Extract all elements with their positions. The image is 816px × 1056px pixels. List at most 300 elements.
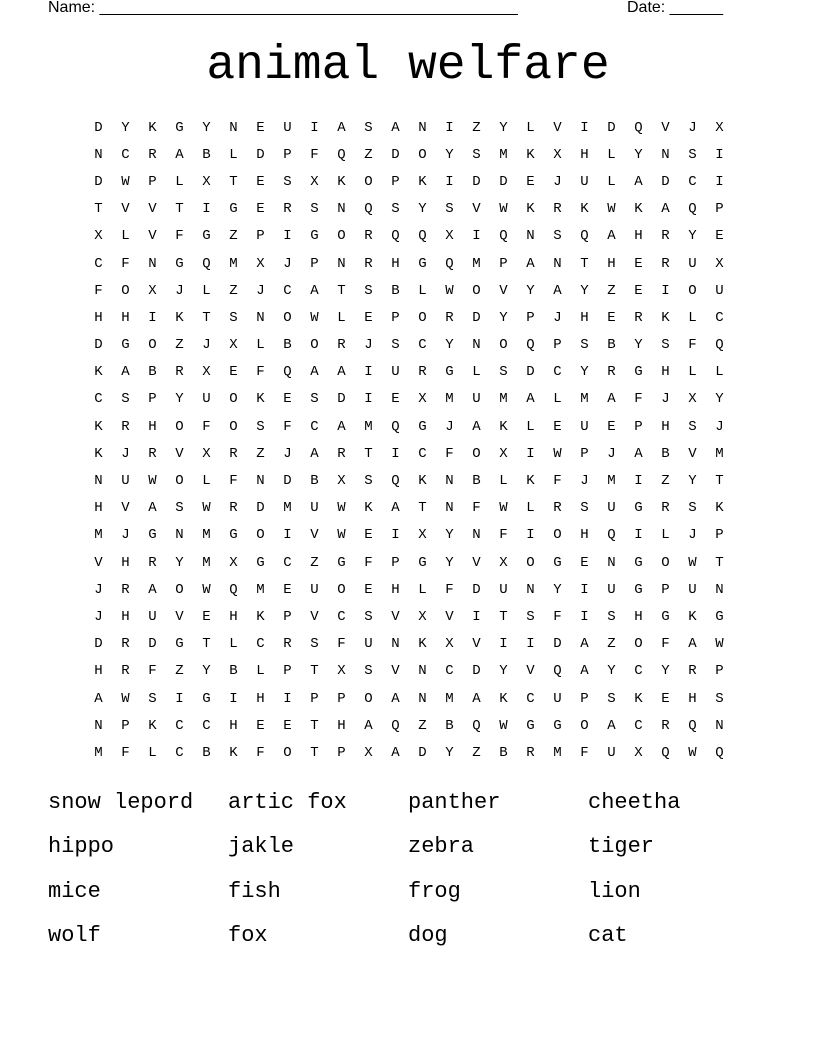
- grid-cell: G: [715, 608, 724, 625]
- grid-row: [85, 141, 735, 168]
- grid-cell: R: [121, 581, 130, 598]
- grid-cell: L: [175, 173, 184, 190]
- grid-cell: L: [607, 173, 616, 190]
- grid-cell: Y: [445, 337, 454, 354]
- grid-cell: D: [418, 744, 427, 761]
- grid-cell: C: [418, 445, 427, 462]
- grid-cell: D: [472, 309, 481, 326]
- grid-cell: H: [148, 418, 157, 435]
- grid-cell: Q: [607, 527, 616, 544]
- grid-cell: D: [391, 146, 400, 163]
- grid-cell: D: [148, 636, 157, 653]
- grid-row: [85, 304, 735, 331]
- grid-cell: Z: [472, 119, 481, 136]
- grid-row: [85, 685, 735, 712]
- grid-cell: M: [229, 255, 238, 272]
- grid-cell: X: [553, 146, 562, 163]
- grid-cell: U: [499, 581, 508, 598]
- grid-cell: W: [688, 744, 697, 761]
- grid-cell: H: [121, 608, 130, 625]
- word-row: [48, 825, 788, 870]
- grid-cell: M: [553, 744, 562, 761]
- grid-cell: I: [526, 527, 535, 544]
- grid-cell: N: [256, 473, 265, 490]
- grid-cell: A: [634, 445, 643, 462]
- grid-cell: B: [229, 663, 238, 680]
- grid-cell: M: [499, 146, 508, 163]
- grid-cell: U: [553, 690, 562, 707]
- grid-cell: R: [364, 255, 373, 272]
- grid-cell: R: [121, 663, 130, 680]
- word-item: tiger: [588, 834, 655, 860]
- grid-cell: L: [337, 309, 346, 326]
- grid-cell: W: [310, 309, 319, 326]
- grid-cell: T: [229, 173, 238, 190]
- grid-cell: V: [499, 282, 508, 299]
- grid-cell: K: [526, 146, 535, 163]
- grid-cell: Q: [661, 744, 670, 761]
- grid-cell: S: [607, 608, 616, 625]
- grid-cell: P: [283, 608, 292, 625]
- grid-cell: N: [391, 636, 400, 653]
- grid-cell: L: [202, 282, 211, 299]
- grid-cell: R: [661, 500, 670, 517]
- grid-cell: O: [580, 717, 589, 734]
- grid-cell: Y: [553, 581, 562, 598]
- grid-cell: Y: [634, 146, 643, 163]
- grid-cell: P: [553, 337, 562, 354]
- grid-cell: G: [310, 228, 319, 245]
- grid-cell: G: [229, 527, 238, 544]
- grid-cell: Z: [472, 744, 481, 761]
- grid-cell: Q: [202, 255, 211, 272]
- grid-cell: J: [445, 418, 454, 435]
- grid-cell: I: [634, 473, 643, 490]
- grid-cell: D: [94, 337, 103, 354]
- grid-cell: G: [337, 554, 346, 571]
- grid-cell: P: [256, 228, 265, 245]
- grid-cell: Y: [526, 282, 535, 299]
- grid-cell: P: [661, 581, 670, 598]
- grid-cell: K: [661, 309, 670, 326]
- grid-cell: G: [661, 608, 670, 625]
- grid-cell: A: [391, 119, 400, 136]
- grid-cell: A: [607, 717, 616, 734]
- grid-cell: R: [121, 636, 130, 653]
- grid-cell: E: [364, 527, 373, 544]
- grid-cell: J: [202, 337, 211, 354]
- grid-cell: Q: [553, 663, 562, 680]
- grid-cell: L: [472, 364, 481, 381]
- grid-cell: X: [202, 173, 211, 190]
- grid-cell: W: [499, 201, 508, 218]
- grid-cell: A: [634, 173, 643, 190]
- grid-cell: G: [634, 500, 643, 517]
- grid-cell: O: [553, 527, 562, 544]
- grid-cell: L: [202, 473, 211, 490]
- grid-row: [85, 168, 735, 195]
- grid-cell: Y: [688, 473, 697, 490]
- grid-cell: T: [175, 201, 184, 218]
- grid-row: [85, 413, 735, 440]
- grid-cell: X: [337, 473, 346, 490]
- grid-cell: G: [175, 636, 184, 653]
- grid-cell: T: [310, 663, 319, 680]
- grid-cell: E: [202, 608, 211, 625]
- grid-cell: X: [499, 445, 508, 462]
- grid-cell: C: [121, 146, 130, 163]
- grid-cell: A: [148, 581, 157, 598]
- grid-row: [85, 386, 735, 413]
- grid-cell: U: [607, 500, 616, 517]
- grid-cell: U: [607, 581, 616, 598]
- grid-cell: A: [337, 364, 346, 381]
- grid-cell: A: [94, 690, 103, 707]
- grid-cell: P: [337, 744, 346, 761]
- grid-cell: M: [499, 391, 508, 408]
- grid-cell: Y: [445, 146, 454, 163]
- word-item: frog: [408, 878, 461, 904]
- word-item: dog: [408, 923, 448, 949]
- grid-cell: K: [499, 690, 508, 707]
- grid-cell: X: [499, 554, 508, 571]
- grid-cell: E: [580, 554, 589, 571]
- grid-cell: N: [94, 717, 103, 734]
- grid-row: [85, 359, 735, 386]
- grid-cell: V: [472, 636, 481, 653]
- grid-cell: O: [418, 309, 427, 326]
- grid-cell: S: [364, 119, 373, 136]
- grid-row: [85, 603, 735, 630]
- grid-cell: Y: [499, 663, 508, 680]
- grid-cell: K: [94, 445, 103, 462]
- grid-cell: V: [445, 608, 454, 625]
- grid-cell: F: [175, 228, 184, 245]
- grid-cell: S: [364, 608, 373, 625]
- grid-cell: P: [283, 146, 292, 163]
- grid-cell: W: [148, 473, 157, 490]
- grid-cell: X: [418, 527, 427, 544]
- grid-cell: U: [580, 418, 589, 435]
- grid-cell: K: [526, 201, 535, 218]
- grid-cell: G: [148, 527, 157, 544]
- grid-cell: U: [391, 364, 400, 381]
- grid-cell: A: [391, 744, 400, 761]
- grid-cell: O: [688, 282, 697, 299]
- grid-cell: C: [634, 717, 643, 734]
- grid-cell: L: [526, 418, 535, 435]
- grid-row: [85, 196, 735, 223]
- grid-cell: V: [661, 119, 670, 136]
- grid-cell: P: [148, 173, 157, 190]
- grid-cell: Z: [229, 282, 238, 299]
- grid-cell: V: [472, 554, 481, 571]
- grid-cell: K: [94, 364, 103, 381]
- grid-cell: B: [202, 146, 211, 163]
- grid-cell: I: [229, 690, 238, 707]
- grid-cell: O: [661, 554, 670, 571]
- grid-cell: I: [445, 173, 454, 190]
- grid-cell: O: [337, 581, 346, 598]
- grid-cell: D: [94, 119, 103, 136]
- grid-row: [85, 631, 735, 658]
- grid-cell: C: [526, 690, 535, 707]
- grid-cell: W: [607, 201, 616, 218]
- grid-cell: B: [202, 744, 211, 761]
- grid-cell: R: [553, 500, 562, 517]
- grid-cell: E: [364, 581, 373, 598]
- grid-cell: P: [391, 554, 400, 571]
- grid-cell: Y: [175, 391, 184, 408]
- grid-cell: I: [472, 608, 481, 625]
- grid-cell: X: [256, 255, 265, 272]
- grid-cell: L: [526, 119, 535, 136]
- grid-cell: I: [391, 445, 400, 462]
- grid-cell: T: [310, 744, 319, 761]
- grid-cell: S: [715, 690, 724, 707]
- grid-cell: E: [634, 255, 643, 272]
- grid-cell: V: [526, 663, 535, 680]
- grid-cell: H: [229, 608, 238, 625]
- grid-cell: P: [580, 445, 589, 462]
- grid-cell: Z: [364, 146, 373, 163]
- grid-cell: S: [661, 337, 670, 354]
- grid-cell: E: [364, 309, 373, 326]
- grid-cell: S: [391, 337, 400, 354]
- grid-cell: V: [472, 201, 481, 218]
- grid-cell: G: [418, 418, 427, 435]
- grid-cell: A: [337, 119, 346, 136]
- grid-cell: Y: [580, 282, 589, 299]
- grid-cell: U: [202, 391, 211, 408]
- grid-cell: K: [337, 173, 346, 190]
- grid-cell: R: [148, 554, 157, 571]
- grid-cell: G: [553, 717, 562, 734]
- grid-cell: D: [553, 636, 562, 653]
- grid-cell: F: [256, 744, 265, 761]
- grid-cell: O: [229, 418, 238, 435]
- grid-cell: V: [391, 663, 400, 680]
- word-item: hippo: [48, 834, 115, 860]
- grid-cell: U: [364, 636, 373, 653]
- grid-cell: M: [94, 527, 103, 544]
- grid-cell: X: [202, 364, 211, 381]
- grid-cell: H: [391, 581, 400, 598]
- grid-cell: V: [175, 608, 184, 625]
- letter-grid: [85, 114, 735, 767]
- grid-cell: N: [445, 500, 454, 517]
- grid-cell: A: [364, 717, 373, 734]
- grid-cell: Q: [715, 744, 724, 761]
- grid-cell: C: [256, 636, 265, 653]
- grid-cell: L: [661, 527, 670, 544]
- grid-cell: J: [688, 119, 697, 136]
- grid-cell: H: [634, 228, 643, 245]
- word-row: [48, 780, 788, 825]
- grid-cell: Q: [526, 337, 535, 354]
- name-field-label: Name: _______________________________________________: [48, 0, 518, 16]
- grid-cell: S: [526, 608, 535, 625]
- grid-cell: H: [121, 309, 130, 326]
- grid-cell: Z: [175, 337, 184, 354]
- grid-cell: K: [94, 418, 103, 435]
- grid-row: [85, 522, 735, 549]
- grid-cell: Q: [364, 201, 373, 218]
- grid-cell: P: [634, 418, 643, 435]
- grid-cell: U: [310, 581, 319, 598]
- grid-cell: X: [148, 282, 157, 299]
- grid-cell: A: [607, 228, 616, 245]
- grid-cell: G: [553, 554, 562, 571]
- grid-cell: F: [229, 473, 238, 490]
- grid-cell: U: [607, 744, 616, 761]
- grid-cell: S: [607, 690, 616, 707]
- grid-cell: M: [472, 255, 481, 272]
- grid-row: [85, 467, 735, 494]
- grid-cell: O: [418, 146, 427, 163]
- grid-cell: E: [607, 309, 616, 326]
- grid-cell: O: [256, 527, 265, 544]
- grid-cell: R: [526, 744, 535, 761]
- grid-cell: N: [526, 228, 535, 245]
- grid-cell: H: [688, 690, 697, 707]
- grid-cell: N: [526, 581, 535, 598]
- grid-cell: O: [364, 690, 373, 707]
- grid-cell: K: [364, 500, 373, 517]
- word-item: fox: [228, 923, 268, 949]
- grid-cell: X: [418, 608, 427, 625]
- grid-cell: Q: [688, 201, 697, 218]
- grid-cell: S: [310, 201, 319, 218]
- grid-cell: H: [661, 364, 670, 381]
- grid-cell: R: [661, 228, 670, 245]
- grid-cell: O: [364, 173, 373, 190]
- grid-cell: S: [472, 146, 481, 163]
- grid-cell: F: [580, 744, 589, 761]
- grid-row: [85, 332, 735, 359]
- grid-cell: B: [391, 282, 400, 299]
- grid-cell: R: [553, 201, 562, 218]
- grid-cell: I: [526, 445, 535, 462]
- grid-cell: I: [580, 581, 589, 598]
- grid-cell: A: [175, 146, 184, 163]
- grid-cell: R: [688, 663, 697, 680]
- grid-cell: R: [364, 228, 373, 245]
- grid-cell: J: [94, 581, 103, 598]
- grid-cell: U: [148, 608, 157, 625]
- grid-cell: T: [94, 201, 103, 218]
- grid-cell: J: [580, 473, 589, 490]
- grid-cell: J: [283, 445, 292, 462]
- grid-cell: B: [661, 445, 670, 462]
- grid-cell: Q: [715, 337, 724, 354]
- grid-cell: N: [256, 309, 265, 326]
- grid-cell: C: [94, 255, 103, 272]
- grid-cell: W: [337, 500, 346, 517]
- grid-cell: I: [175, 690, 184, 707]
- grid-cell: Y: [499, 119, 508, 136]
- grid-cell: K: [175, 309, 184, 326]
- grid-cell: S: [499, 364, 508, 381]
- grid-cell: R: [229, 445, 238, 462]
- grid-row: [85, 576, 735, 603]
- grid-cell: L: [121, 228, 130, 245]
- grid-cell: Z: [310, 554, 319, 571]
- grid-cell: E: [526, 173, 535, 190]
- grid-cell: Q: [472, 717, 481, 734]
- grid-cell: K: [526, 473, 535, 490]
- word-item: cheetha: [588, 789, 681, 815]
- grid-cell: F: [94, 282, 103, 299]
- grid-cell: K: [418, 473, 427, 490]
- grid-row: [85, 114, 735, 141]
- grid-cell: C: [688, 173, 697, 190]
- grid-cell: D: [283, 473, 292, 490]
- grid-cell: V: [688, 445, 697, 462]
- grid-cell: E: [283, 581, 292, 598]
- grid-cell: L: [148, 744, 157, 761]
- grid-cell: C: [202, 717, 211, 734]
- grid-cell: X: [337, 663, 346, 680]
- grid-row: [85, 440, 735, 467]
- grid-cell: F: [661, 636, 670, 653]
- grid-cell: M: [715, 445, 724, 462]
- grid-cell: Y: [580, 364, 589, 381]
- grid-cell: A: [688, 636, 697, 653]
- grid-cell: X: [229, 554, 238, 571]
- grid-cell: I: [283, 527, 292, 544]
- grid-cell: W: [499, 717, 508, 734]
- grid-cell: G: [175, 255, 184, 272]
- grid-cell: N: [337, 255, 346, 272]
- grid-cell: G: [256, 554, 265, 571]
- word-row: [48, 914, 788, 959]
- word-item: fish: [228, 878, 281, 904]
- header: [0, 0, 816, 20]
- grid-cell: I: [445, 119, 454, 136]
- grid-cell: J: [553, 309, 562, 326]
- grid-cell: F: [553, 608, 562, 625]
- grid-cell: X: [229, 337, 238, 354]
- grid-cell: G: [418, 255, 427, 272]
- grid-cell: S: [445, 201, 454, 218]
- grid-cell: B: [283, 337, 292, 354]
- grid-cell: V: [553, 119, 562, 136]
- word-item: mice: [48, 878, 101, 904]
- grid-cell: X: [94, 228, 103, 245]
- grid-cell: C: [94, 391, 103, 408]
- grid-cell: O: [472, 282, 481, 299]
- grid-cell: A: [148, 500, 157, 517]
- word-item: panther: [408, 789, 501, 815]
- grid-cell: R: [337, 445, 346, 462]
- grid-cell: N: [418, 119, 427, 136]
- grid-cell: I: [715, 146, 724, 163]
- grid-cell: E: [553, 418, 562, 435]
- grid-cell: A: [310, 364, 319, 381]
- grid-cell: R: [634, 309, 643, 326]
- grid-cell: K: [256, 608, 265, 625]
- grid-cell: Q: [391, 228, 400, 245]
- grid-cell: J: [715, 418, 724, 435]
- grid-cell: W: [337, 527, 346, 544]
- grid-cell: S: [310, 636, 319, 653]
- grid-cell: I: [364, 364, 373, 381]
- grid-cell: U: [472, 391, 481, 408]
- grid-cell: C: [418, 337, 427, 354]
- grid-cell: L: [256, 337, 265, 354]
- grid-cell: K: [580, 201, 589, 218]
